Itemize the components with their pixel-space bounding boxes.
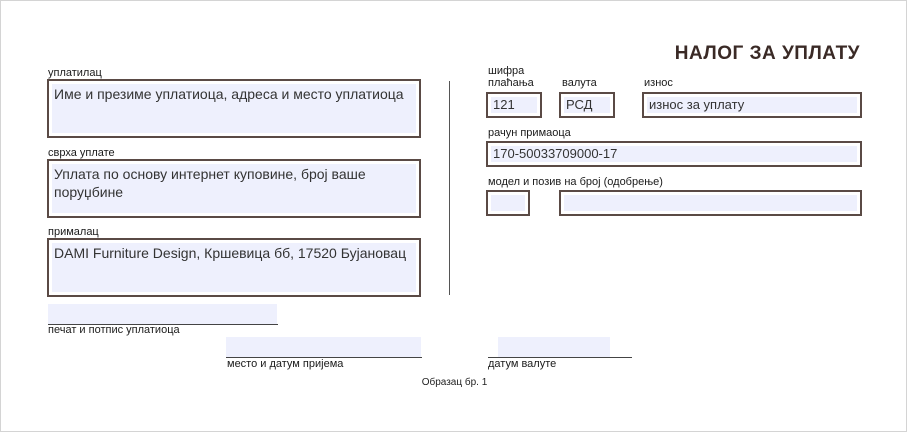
form-title: НАЛОГ ЗА УПЛАТУ	[674, 43, 860, 64]
currency-label: валута	[562, 77, 597, 89]
purpose-label: сврха уплате	[48, 147, 115, 159]
value-date-field[interactable]	[498, 337, 610, 357]
payer-field[interactable]	[47, 79, 421, 138]
reference-number-field[interactable]	[559, 190, 862, 216]
place-date-field[interactable]	[226, 337, 421, 357]
payment-code-label-line2: плаћања	[488, 77, 534, 89]
place-date-label: место и датум пријема	[227, 358, 344, 370]
currency-field[interactable]	[559, 92, 615, 118]
amount-value: износ за уплату	[649, 97, 745, 112]
amount-label: износ	[644, 77, 673, 89]
payment-code-label-line1: шифра	[488, 65, 525, 77]
model-field-fill	[491, 195, 525, 211]
purpose-value: Уплата по основу интернет куповине, број ваше поруџбине	[54, 166, 366, 200]
form-number: Образац бр. 1	[421, 377, 488, 388]
recipient-account-value: 170-50033709000-17	[493, 146, 618, 161]
currency-value: РСД	[566, 97, 593, 112]
payer-label: уплатилац	[48, 67, 102, 79]
model-field[interactable]	[486, 190, 530, 216]
column-divider	[449, 81, 450, 295]
amount-field[interactable]	[642, 92, 862, 118]
recipient-value: DAMI Furniture Design, Кршевица бб, 17520 Бујановац	[54, 245, 407, 261]
value-date-label: датум валуте	[488, 358, 557, 370]
payer-value: Име и презиме уплатиоца, адреса и место уплатиоца	[54, 86, 404, 102]
payment-code-value: 121	[493, 97, 515, 112]
reference-number-field-fill	[564, 195, 857, 211]
recipient-label: прималац	[48, 226, 99, 238]
recipient-field[interactable]	[47, 238, 421, 297]
recipient-account-field[interactable]	[486, 141, 862, 167]
payment-code-field[interactable]	[486, 92, 542, 118]
recipient-account-label: рачун примаоца	[488, 127, 571, 139]
signature-field[interactable]	[48, 304, 277, 324]
purpose-field[interactable]	[47, 159, 421, 218]
model-reference-label: модел и позив на број (одобрење)	[488, 176, 663, 188]
signature-label: печат и потпис уплатиоца	[48, 324, 180, 336]
